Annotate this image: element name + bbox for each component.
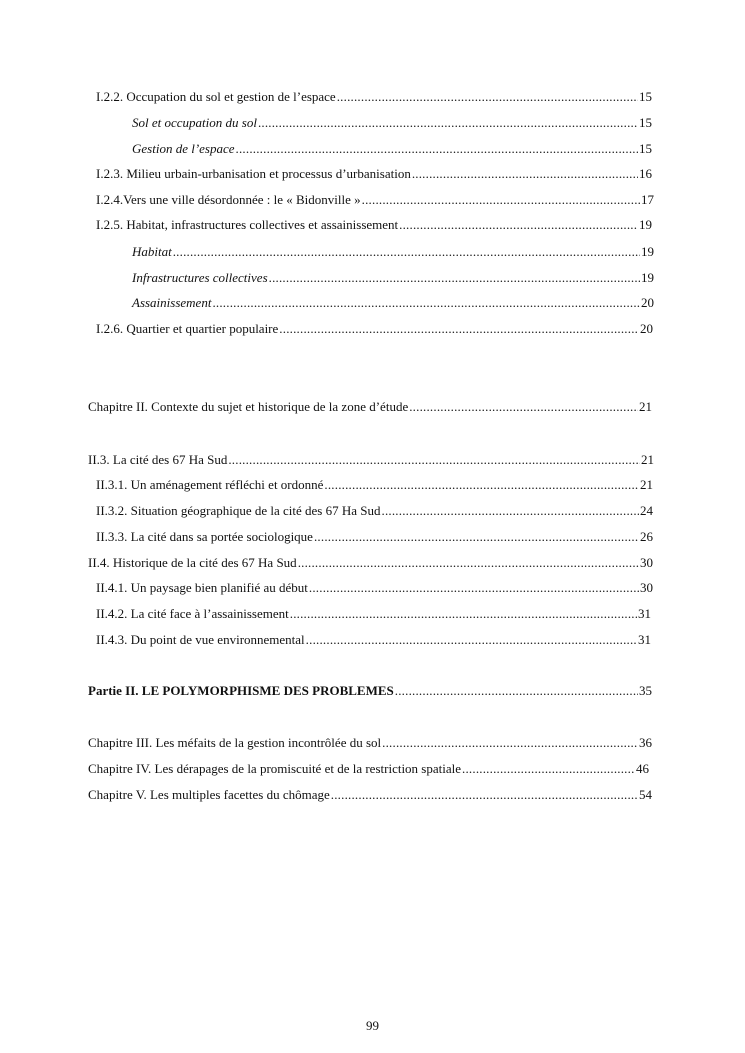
toc-entry-title: Sol et occupation du sol [132, 115, 257, 130]
dot-leader [337, 88, 638, 106]
toc-entry [96, 528, 653, 546]
toc-entry-title: II.3.1. Un aménagement réfléchi et ordonné [96, 477, 324, 492]
toc-entry-page: 46 [636, 761, 649, 776]
toc-entry [132, 140, 652, 158]
toc-entry [96, 476, 653, 494]
toc-entry-page: 15 [639, 89, 652, 104]
toc-entry [88, 760, 649, 778]
dot-leader [212, 294, 640, 312]
toc-entry [96, 631, 651, 649]
toc-entry [96, 191, 654, 209]
dot-leader [306, 631, 637, 649]
toc-entry-page: 30 [640, 555, 653, 570]
dot-leader [412, 165, 638, 183]
dot-leader [236, 140, 638, 158]
dot-leader [362, 191, 640, 209]
toc-entry-title: II.4.1. Un paysage bien planifié au début [96, 580, 308, 595]
toc-entry-title: Chapitre IV. Les dérapages de la promiscuité et de la restriction spatiale [88, 761, 462, 776]
toc-entry-title: I.2.6. Quartier et quartier populaire [96, 321, 279, 336]
dot-leader [173, 243, 640, 261]
toc-entry-page: 21 [641, 452, 654, 467]
dot-leader [324, 476, 639, 494]
toc-entry [96, 165, 652, 183]
toc-entry [132, 243, 654, 261]
dot-leader [409, 398, 638, 416]
toc-entry-title: II.4.2. La cité face à l’assainissement [96, 606, 289, 621]
dot-leader [314, 528, 639, 546]
toc-entry-title: Chapitre V. Les multiples facettes du chômage [88, 787, 330, 802]
toc-entry [132, 114, 652, 132]
dot-leader [228, 451, 640, 469]
toc-entry-page: 26 [640, 529, 653, 544]
toc-entry [88, 734, 652, 752]
toc-entry [96, 216, 652, 234]
toc-entry-page: 21 [639, 399, 652, 414]
toc-entry-page: 31 [638, 632, 651, 647]
toc-entry-page: 36 [639, 735, 652, 750]
toc-entry-page: 17 [641, 192, 654, 207]
dot-leader [309, 579, 639, 597]
toc-entry-title: I.2.2. Occupation du sol et gestion de l’espace [96, 89, 336, 104]
toc-entry-page: 31 [638, 606, 651, 621]
dot-leader [399, 216, 638, 234]
page-number: 99 [366, 1018, 379, 1033]
toc-entry-title: Chapitre III. Les méfaits de la gestion incontrôlée du sol [88, 735, 382, 750]
toc-entry-title: II.4.3. Du point de vue environnemental [96, 632, 305, 647]
dot-leader [279, 320, 639, 338]
toc-entry [88, 451, 654, 469]
toc-entry-title: II.3.2. Situation géographique de la cité des 67 Ha Sud [96, 503, 381, 518]
toc-entry-title: I.2.5. Habitat, infrastructures collectives et assainissement [96, 217, 399, 232]
dot-leader [331, 786, 638, 804]
dot-leader [382, 502, 640, 520]
toc-entry [96, 88, 652, 106]
toc-entry-page: 16 [639, 166, 652, 181]
toc-entry [88, 682, 652, 700]
toc-entry [132, 294, 654, 312]
toc-entry-page: 19 [639, 217, 652, 232]
dot-leader [462, 760, 635, 778]
toc-entry [88, 786, 652, 804]
dot-leader [395, 682, 638, 700]
toc-entry-title: Chapitre II. Contexte du sujet et historique de la zone d’étude [88, 399, 409, 414]
toc-entry-title: II.3.3. La cité dans sa portée sociologique [96, 529, 313, 544]
toc-entry [96, 502, 653, 520]
toc-entry [96, 605, 651, 623]
toc-entry-title: Habitat [132, 244, 172, 259]
dot-leader [269, 269, 640, 287]
dot-leader [258, 114, 638, 132]
toc-entry [96, 579, 653, 597]
toc-entry-page: 19 [641, 244, 654, 259]
toc-entry-title: Partie II. LE POLYMORPHISME DES PROBLEMES [88, 683, 394, 698]
dot-leader [382, 734, 638, 752]
toc-entry-title: Infrastructures collectives [132, 270, 268, 285]
toc-entry [88, 554, 653, 572]
toc-entry [132, 269, 654, 287]
toc-entry-page: 20 [641, 295, 654, 310]
toc-entry-page: 24 [640, 503, 653, 518]
toc-entry-title: Assainissement [132, 295, 212, 310]
toc-entry-title: Gestion de l’espace [132, 141, 235, 156]
toc-entry [88, 398, 652, 416]
toc-entry [96, 320, 653, 338]
toc-entry-page: 21 [640, 477, 653, 492]
toc-entry-title: I.2.3. Milieu urbain-urbanisation et processus d’urbanisation [96, 166, 411, 181]
toc-entry-page: 20 [640, 321, 653, 336]
toc-entry-page: 54 [639, 787, 652, 802]
toc-entry-page: 35 [639, 683, 652, 698]
dot-leader [290, 605, 637, 623]
dot-leader [298, 554, 639, 572]
toc-entry-page: 15 [639, 115, 652, 130]
toc-entry-title: II.3. La cité des 67 Ha Sud [88, 452, 228, 467]
toc-entry-title: I.2.4.Vers une ville désordonnée : le « Bidonville » [96, 192, 361, 207]
toc-entry-page: 30 [640, 580, 653, 595]
toc-entry-title: II.4. Historique de la cité des 67 Ha Sud [88, 555, 297, 570]
toc-entry-page: 15 [639, 141, 652, 156]
toc-entry-page: 19 [641, 270, 654, 285]
